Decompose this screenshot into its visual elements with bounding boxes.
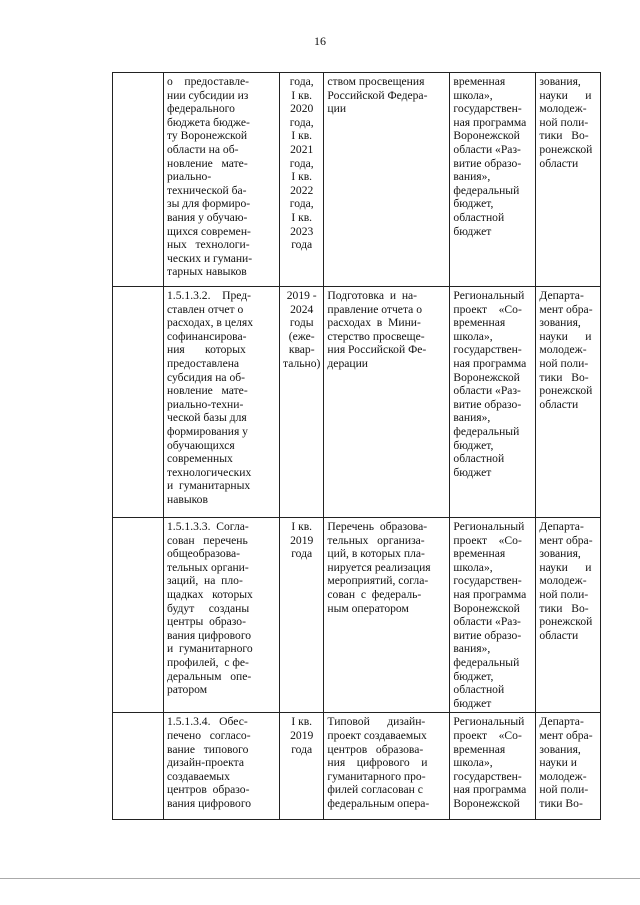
cell-text-line: тарных навыков xyxy=(167,265,247,279)
cell-text-line: проект «Со- xyxy=(453,302,522,316)
cell-text-line: тики Во- xyxy=(539,796,583,810)
cell-text-line: Российской Федера- xyxy=(327,88,428,102)
cell-text-line: тально) xyxy=(283,356,321,370)
cell-text-line: ной поли- xyxy=(539,587,589,601)
page-number: 16 xyxy=(314,34,326,48)
term-cell xyxy=(280,518,324,713)
cell-text-line: дерации xyxy=(327,356,369,370)
cell-text-line: 1.5.1.3.3. Согла- xyxy=(167,520,249,533)
cell-text-line: центров образо- xyxy=(167,783,250,797)
result-cell xyxy=(324,518,450,713)
task-cell xyxy=(164,287,280,518)
cell-text-line: зования, xyxy=(539,75,581,88)
cell-text-line: федеральный xyxy=(453,424,520,438)
cell-text-line: 2024 xyxy=(290,302,314,316)
cell-text-line: I кв. xyxy=(291,88,313,102)
cell-text-line: года, xyxy=(289,197,314,211)
executor-cell xyxy=(536,518,601,713)
cell-text-line: витие образо- xyxy=(453,628,522,642)
cell-text-line: вания цифрового xyxy=(167,628,252,642)
cell-text-line: ным оператором xyxy=(327,601,409,615)
cell-text-line: тики Во- xyxy=(539,129,589,143)
cell-text-line: бюджет xyxy=(453,696,492,710)
cell-text-line: 2023 xyxy=(290,224,314,238)
cell-text-line: Воронежской xyxy=(453,601,520,615)
result-cell xyxy=(324,287,450,518)
task-cell xyxy=(164,73,280,287)
cell-text-line: проект создаваемых xyxy=(327,728,427,742)
executor-cell xyxy=(536,73,601,287)
cell-text-line: ная программа xyxy=(453,356,527,370)
cell-text-line: и гуманитарного xyxy=(167,642,253,656)
cell-text-line: расходах в Мини- xyxy=(327,316,421,330)
cell-text-line: создаваемых xyxy=(167,769,230,783)
cell-text-line: 2019 xyxy=(290,728,314,742)
cell-text-line: государствен- xyxy=(453,343,522,357)
cell-text-line: ния которых xyxy=(167,343,246,357)
cell-text-line: федерального xyxy=(167,102,235,116)
cell-text-line: нируется реализация xyxy=(327,560,431,574)
cell-text-line: Региональный xyxy=(453,715,525,729)
cell-text-line: Региональный xyxy=(453,520,525,533)
cell-text-line: Департа- xyxy=(539,715,584,729)
cell-text-line: Департа- xyxy=(539,289,584,302)
cell-text-line: ций, в которых пла- xyxy=(327,547,425,561)
cell-text-line: зы для формиро- xyxy=(167,197,251,211)
empty-cell xyxy=(113,518,164,713)
task-cell xyxy=(164,713,280,820)
cell-text-line: молодеж- xyxy=(539,574,587,588)
cell-text-line: молодеж- xyxy=(539,343,587,357)
cell-text-line: щихся современ- xyxy=(167,224,251,238)
cell-text-line: Воронежской xyxy=(453,370,520,384)
cell-text-line: 2021 xyxy=(290,142,314,156)
executor-cell xyxy=(536,287,601,518)
cell-text-line: области «Раз- xyxy=(453,142,521,156)
cell-text-line: ная программа xyxy=(453,587,527,601)
cell-text-line: I кв. xyxy=(291,520,313,533)
cell-text-line: вания у обучаю- xyxy=(167,210,248,224)
cell-text-line: федеральный xyxy=(453,183,520,197)
cell-text-line: зования, xyxy=(539,742,581,756)
table-row xyxy=(113,73,601,287)
cell-text-line: года, xyxy=(289,115,314,129)
cell-text-line: школа», xyxy=(453,88,493,102)
cell-text-line: Воронежской xyxy=(453,129,520,143)
cell-text-line: области на об- xyxy=(167,142,239,156)
activity-table xyxy=(112,72,601,820)
cell-text-line: ния цифрового и xyxy=(327,756,428,770)
cell-text-line: мероприятий, согла- xyxy=(327,574,429,588)
cell-text-line: вания», xyxy=(453,170,491,184)
table-row xyxy=(113,713,601,820)
cell-text-line: предоставлена xyxy=(167,356,240,370)
cell-text-line: бюджет, xyxy=(453,438,494,452)
cell-text-line: года xyxy=(291,238,313,252)
cell-text-line: I кв. xyxy=(291,129,313,143)
cell-text-line: областной xyxy=(453,210,505,224)
cell-text-line: года xyxy=(291,742,313,756)
cell-text-line: I кв. xyxy=(291,210,313,224)
cell-text-line: современных xyxy=(167,452,233,466)
cell-text-line: школа», xyxy=(453,756,493,770)
cell-text-line: области xyxy=(539,397,579,411)
cell-text-line: новление мате- xyxy=(167,156,248,170)
cell-text-line: областной xyxy=(453,452,505,466)
result-cell xyxy=(324,713,450,820)
cell-text-line: науки и xyxy=(539,329,592,343)
cell-text-line: гуманитарного про- xyxy=(327,769,426,783)
cell-text-line: временная xyxy=(453,316,506,330)
cell-text-line: заций, на пло- xyxy=(167,574,243,588)
cell-text-line: вания», xyxy=(453,642,491,656)
cell-text-line: школа», xyxy=(453,560,493,574)
task-cell xyxy=(164,518,280,713)
cell-text-line: Перечень образова- xyxy=(327,520,428,533)
cell-text-line: 2020 xyxy=(290,102,314,116)
empty-cell xyxy=(113,713,164,820)
cell-text-line: бюджета бюдже- xyxy=(167,115,250,129)
cell-text-line: печено согласо- xyxy=(167,728,251,742)
cell-text-line: временная xyxy=(453,742,506,756)
cell-text-line: о предоставле- xyxy=(167,75,249,88)
cell-text-line: навыков xyxy=(167,492,208,506)
cell-text-line: 2019 - xyxy=(286,289,317,302)
cell-text-line: ной поли- xyxy=(539,356,589,370)
cell-text-line: ту Воронежской xyxy=(167,129,248,143)
cell-text-line: ратором xyxy=(167,683,208,697)
cell-text-line: молодеж- xyxy=(539,769,587,783)
cell-text-line: риально- xyxy=(167,170,212,184)
cell-text-line: ством просвещения xyxy=(327,75,425,88)
cell-text-line: тики Во- xyxy=(539,601,589,615)
cell-text-line: (еже- xyxy=(288,329,315,343)
cell-text-line: ческой базы для xyxy=(167,411,247,425)
cell-text-line: бюджет, xyxy=(453,669,494,683)
cell-text-line: бюджет xyxy=(453,465,492,479)
cell-text-line: ния Российской Фе- xyxy=(327,343,427,357)
cell-text-line: сован с федераль- xyxy=(327,587,422,601)
cell-text-line: школа», xyxy=(453,329,493,343)
cell-text-line: ная программа xyxy=(453,783,527,797)
funding-source-cell xyxy=(450,713,536,820)
funding-source-cell xyxy=(450,287,536,518)
cell-text-line: федеральным опера- xyxy=(327,796,430,810)
cell-text-line: центров образова- xyxy=(327,742,424,756)
cell-text-line: Подготовка и на- xyxy=(327,289,418,302)
cell-text-line: зования, xyxy=(539,316,581,330)
cell-text-line: технической ба- xyxy=(167,183,247,197)
cell-text-line: ческих и гумани- xyxy=(167,251,253,265)
empty-cell xyxy=(113,73,164,287)
cell-text-line: 2022 xyxy=(290,183,314,197)
cell-text-line: ронежской xyxy=(539,142,593,156)
cell-text-line: субсидия на об- xyxy=(167,370,246,384)
cell-text-line: I кв. xyxy=(291,170,313,184)
cell-text-line: сован перечень xyxy=(167,533,248,547)
cell-text-line: витие образо- xyxy=(453,397,522,411)
cell-text-line: вания», xyxy=(453,411,491,425)
cell-text-line: обучающихся xyxy=(167,438,235,452)
cell-text-line: ной поли- xyxy=(539,783,589,797)
cell-text-line: области «Раз- xyxy=(453,615,521,629)
cell-text-line: временная xyxy=(453,75,506,88)
cell-text-line: проект «Со- xyxy=(453,533,522,547)
empty-cell xyxy=(113,287,164,518)
cell-text-line: Воронежской xyxy=(453,796,520,810)
cell-text-line: I кв. xyxy=(291,715,313,729)
funding-source-cell xyxy=(450,73,536,287)
term-cell xyxy=(280,73,324,287)
cell-text-line: ставлен отчет о xyxy=(167,302,244,316)
cell-text-line: мент обра- xyxy=(539,533,593,547)
cell-text-line: риально-техни- xyxy=(167,397,244,411)
cell-text-line: технологических xyxy=(167,465,252,479)
cell-text-line: области xyxy=(539,156,579,170)
cell-text-line: молодеж- xyxy=(539,102,587,116)
cell-text-line: квар- xyxy=(288,343,315,357)
term-cell xyxy=(280,287,324,518)
cell-text-line: Типовой дизайн- xyxy=(327,715,426,729)
cell-text-line: науки и xyxy=(539,560,592,574)
cell-text-line: софинансирова- xyxy=(167,329,247,343)
cell-text-line: правление отчета о xyxy=(327,302,422,316)
cell-text-line: общеобразова- xyxy=(167,547,241,561)
cell-text-line: будут созданы xyxy=(167,601,250,615)
cell-text-line: области «Раз- xyxy=(453,384,521,398)
cell-text-line: года, xyxy=(289,156,314,170)
result-cell xyxy=(324,73,450,287)
cell-text-line: временная xyxy=(453,547,506,561)
table-body xyxy=(113,73,601,820)
cell-text-line: ции xyxy=(327,102,347,116)
cell-text-line: Департа- xyxy=(539,520,584,533)
cell-text-line: области xyxy=(539,628,579,642)
cell-text-line: ной поли- xyxy=(539,115,589,129)
cell-text-line: года xyxy=(291,547,313,561)
cell-text-line: бюджет, xyxy=(453,197,494,211)
cell-text-line: государствен- xyxy=(453,102,522,116)
cell-text-line: стерство просвеще- xyxy=(327,329,425,343)
cell-text-line: государствен- xyxy=(453,769,522,783)
cell-text-line: годы xyxy=(289,316,314,330)
cell-text-line: года, xyxy=(289,75,314,88)
cell-text-line: вания цифрового xyxy=(167,796,252,810)
cell-text-line: тельных органи- xyxy=(167,560,249,574)
cell-text-line: федеральный xyxy=(453,655,520,669)
cell-text-line: дизайн-проекта xyxy=(167,756,245,770)
page-bottom-rule xyxy=(0,878,640,879)
cell-text-line: и гуманитарных xyxy=(167,479,251,493)
cell-text-line: деральным опе- xyxy=(167,669,252,683)
cell-text-line: Региональный xyxy=(453,289,525,302)
cell-text-line: вание типового xyxy=(167,742,249,756)
cell-text-line: филей согласован с xyxy=(327,783,423,797)
cell-text-line: формирования у xyxy=(167,424,248,438)
cell-text-line: 1.5.1.3.4. Обес- xyxy=(167,715,248,729)
cell-text-line: витие образо- xyxy=(453,156,522,170)
cell-text-line: зования, xyxy=(539,547,581,561)
cell-text-line: ронежской xyxy=(539,384,593,398)
cell-text-line: 1.5.1.3.2. Пред- xyxy=(167,289,251,302)
cell-text-line: расходах, в целях xyxy=(167,316,254,330)
cell-text-line: бюджет xyxy=(453,224,492,238)
cell-text-line: ных технологи- xyxy=(167,238,250,252)
term-cell xyxy=(280,713,324,820)
cell-text-line: центры образо- xyxy=(167,615,246,629)
funding-source-cell xyxy=(450,518,536,713)
cell-text-line: ная программа xyxy=(453,115,527,129)
cell-text-line: нии субсидии из xyxy=(167,88,249,102)
executor-cell xyxy=(536,713,601,820)
cell-text-line: новление мате- xyxy=(167,384,248,398)
table-row xyxy=(113,518,601,713)
cell-text-line: областной xyxy=(453,683,505,697)
cell-text-line: науки и xyxy=(539,756,577,770)
cell-text-line: тельных организа- xyxy=(327,533,425,547)
table-row xyxy=(113,287,601,518)
cell-text-line: ронежской xyxy=(539,615,593,629)
cell-text-line: государствен- xyxy=(453,574,522,588)
cell-text-line: тики Во- xyxy=(539,370,589,384)
cell-text-line: мент обра- xyxy=(539,302,593,316)
cell-text-line: науки и xyxy=(539,88,592,102)
cell-text-line: мент обра- xyxy=(539,728,593,742)
cell-text-line: проект «Со- xyxy=(453,728,522,742)
cell-text-line: профилей, с фе- xyxy=(167,655,249,669)
cell-text-line: щадках которых xyxy=(167,587,253,601)
cell-text-line: 2019 xyxy=(290,533,314,547)
